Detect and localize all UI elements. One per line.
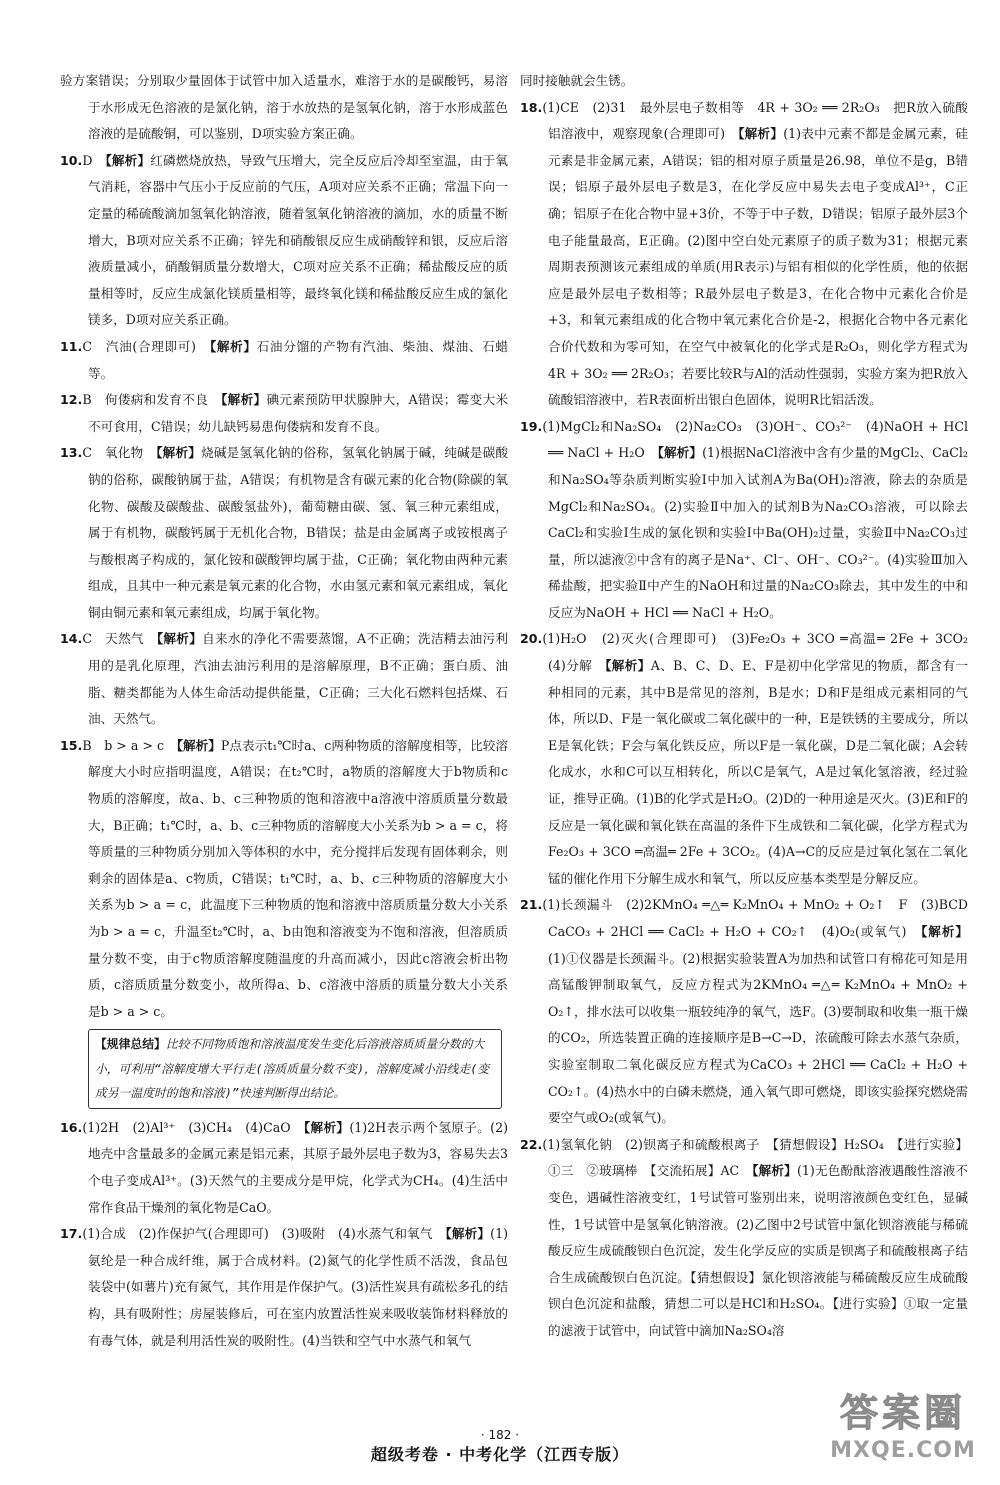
watermark-bottom-text: MXQE.COM bbox=[830, 1438, 976, 1463]
analysis-tag: 【解析】 bbox=[445, 1226, 491, 1242]
question-number: 21. bbox=[520, 897, 543, 913]
analysis-text: 红磷燃烧放热，导致气压增大，完全反应后冷却至室温，由于氧气消耗，容器中气压小于反应前的气压，A项对应关系不正确；常温下向一定量的稀硫酸滴加氢氧化钠溶液，随着氢氧化钠溶液的滴加，水的质量不断增大，B项对应关系不正确；锌先和硝酸银反应生成硝酸锌和银，反应后溶液质量减小，硝酸铜质量分数增大，C项对应关系不正确；稀盐酸反应的质量相等时，反应生成氯化镁质量相等，最终氧化镁和稀盐酸反应生成的氯化镁多，D项对应关系正确。 bbox=[88, 152, 509, 328]
analysis-tag: 【解析】 bbox=[738, 126, 784, 142]
analysis-tag: 【解析】 bbox=[605, 658, 651, 674]
book-title: 超级考卷 · 中考化学（江西专版） bbox=[370, 1445, 630, 1464]
analysis-tag: 【解析】 bbox=[752, 1163, 797, 1179]
watermark-top-text: 答案圈 bbox=[839, 1391, 966, 1435]
answer: (1)合成 (2)作保护气(合理即可) (3)吸附 (4)水蒸气和氧气 bbox=[82, 1226, 433, 1242]
question-12 bbox=[60, 387, 508, 440]
question-13 bbox=[60, 440, 508, 626]
answer: C 氧化物 bbox=[82, 445, 144, 461]
analysis-tag: 【解析】 bbox=[921, 924, 969, 939]
answer: (1)氢氧化钠 (2)钡离子和硫酸根离子 【猜想假设】H₂SO₄ 【进行实验】①三 ②玻璃棒 【交流拓展】AC bbox=[542, 1136, 968, 1179]
question-number: 10. bbox=[60, 152, 83, 168]
analysis-text: 石油分馏的产物有汽油、柴油、煤油、石蜡等。 bbox=[88, 338, 509, 381]
answer: B b > a > c bbox=[82, 737, 165, 753]
question-number: 15. bbox=[60, 737, 83, 753]
question-10 bbox=[60, 148, 508, 334]
question-20 bbox=[520, 626, 981, 892]
answer: (1)2H (2)Al³⁺ (3)CH₄ (4)CaO bbox=[82, 1119, 291, 1135]
analysis-text: 碘元素预防甲状腺肿大，A错误；霉变大米不可食用，C错误；幼儿缺钙易患佝偻病和发育不良。 bbox=[88, 392, 509, 434]
analysis-tag: 【解析】 bbox=[209, 338, 257, 354]
analysis-text: (1)无色酚酞溶液遇酸性溶液不变色，遇碱性溶液变红，1号试管可鉴别出来，说明溶液颜色变红色，显碱性，1号试管中是氢氧化钠溶液。(2)乙图中2号试管中氯化钡溶液能与稀硫酸反应生成硫酸钡白色沉淀，发生化学反应的实质是钡离子和硫酸根离子结合生成硫酸钡白色沉淀。【猜想假设】氯化钡溶液能与稀硫酸反应生成硫酸钡白色沉淀和盐酸，猜想二可以是HCl和H₂SO₄。【进行实验】①取一定量的滤液于试管中，向试管中滴加Na₂SO₄溶 bbox=[548, 1163, 969, 1338]
analysis-tag: 【解析】 bbox=[105, 152, 151, 168]
question-number: 18. bbox=[520, 99, 543, 115]
analysis-text: P点表示t₁℃时a、c两种物质的溶解度相等，比较溶解度大小时应指明温度，A错误；在t₂℃时，a物质的溶解度大于b物质和c物质的溶解度，故a、b、c三种物质的饱和溶液中a溶液中溶质质量分数最大，B正确；t₁℃时，a、b、c三种物质的溶解度大小关系为b > a = c，将等质量的三种物质分别加入等体积的水中，充分搅拌后发现有固体剩余，则剩余的固体是a、c物质，C错误；t₁℃时，a、b、c三种物质的溶解度大小关系为b > a = c，此温度下三种物质的饱和溶液中溶质质量分数大小关系为b > a = c，升温至t₂℃时，a、b由饱和溶液变为不饱和溶液，但溶质质量分数不变，由于c物质溶解度随温度的升高而减小，因此c溶液会析出物质，c溶质质量分数变小，故所得a、b、c溶液中溶质的质量分数大小关系是b > a > c。 bbox=[88, 737, 509, 1019]
answer: C 天然气 bbox=[82, 631, 144, 647]
question-15 bbox=[60, 733, 508, 1026]
question-number: 13. bbox=[60, 445, 83, 461]
left-column bbox=[60, 68, 508, 1354]
continuation-body: 验方案错误；分别取少量固体于试管中加入适量水，难溶于水的是碳酸钙，易溶于水形成无色溶液的是氯化钠，溶于水放热的是氢氧化钠，溶于水形成蓝色溶液的是硫酸铜，可以鉴别，D项实验方案正确。 bbox=[60, 73, 508, 142]
answer: (1)CE (2)31 最外层电子数相等 4R + 3O₂ ══ 2R₂O₃ 把R放入硫酸铝溶液中，观察现象(合理即可) bbox=[542, 99, 968, 142]
continuation-text bbox=[520, 68, 968, 95]
question-number: 17. bbox=[60, 1226, 83, 1242]
page-number: · 182 · bbox=[480, 1428, 520, 1442]
analysis-tag: 【解析】 bbox=[657, 445, 703, 461]
question-number: 19. bbox=[520, 418, 543, 434]
analysis-text: (1)根据NaCl溶液中含有少量的MgCl₂、CaCl₂和Na₂SO₄等杂质判断实验Ⅰ中加入试剂A为Ba(OH)₂溶液，除去的杂质是MgCl₂和Na₂SO₄。(2)实验Ⅱ中加入的试剂B为Na₂CO₃溶液，可以除去CaCl₂和实验Ⅰ生成的氯化钡和实验Ⅰ中Ba(OH)₂过量，实验Ⅱ中Na₂CO₃过量，所以滤液②中含有的离子是Na⁺、Cl⁻、OH⁻、CO₃²⁻。(4)实验Ⅲ加入稀盐酸，把实验Ⅱ中产生的NaOH和过量的Na₂CO₃除去，其中发生的中和反应为NaOH + HCl ══ NaCl + H₂O。 bbox=[548, 445, 969, 620]
answer: (1)H₂O (2)灭火(合理即可) (3)Fe₂O₃ + 3CO ═高温═ 2Fe + 3CO₂ (4)分解 bbox=[542, 631, 981, 674]
analysis-text: 自来水的净化不需要蒸馏，A不正确；洗洁精去油污利用的是乳化原理，汽油去油污利用的是溶解原理，B不正确；蛋白质、油脂、糖类都能为人体生命活动提供能量，C正确；三大化石燃料包括煤、石油、天然气。 bbox=[88, 631, 508, 727]
question-18 bbox=[520, 95, 968, 414]
question-number: 22. bbox=[520, 1136, 543, 1152]
rule-summary-box bbox=[88, 1029, 502, 1109]
analysis-tag: 【解析】 bbox=[156, 445, 202, 461]
question-number: 16. bbox=[60, 1119, 83, 1135]
analysis-text: (1)2H表示两个氢原子。(2)地壳中含量最多的金属元素是铝元素，其原子最外层电子数为3，容易失去3个电子变成Al³⁺。(3)天然气的主要成分是甲烷，化学式为CH₄。(4)生活中常作食品干燥剂的氧化物是CaO。 bbox=[88, 1119, 509, 1215]
answer: B 佝偻病和发育不良 bbox=[82, 392, 209, 408]
summary-tag: 【规律总结】 bbox=[95, 1037, 166, 1052]
analysis-tag: 【解析】 bbox=[221, 392, 267, 408]
answer: (1)MgCl₂和Na₂SO₄ (2)Na₂CO₃ (3)OH⁻、CO₃²⁻ (4)NaOH + HCl ══ NaCl + H₂O bbox=[542, 418, 968, 461]
question-number: 20. bbox=[520, 631, 543, 647]
analysis-tag: 【解析】 bbox=[176, 737, 221, 753]
right-column bbox=[520, 68, 981, 1345]
question-number: 11. bbox=[60, 338, 83, 354]
question-11 bbox=[60, 334, 508, 387]
question-14 bbox=[60, 626, 508, 732]
analysis-text: (1)氨纶是一种合成纤维，属于合成材料。(2)氮气的化学性质不活泼，食品包装袋中(如薯片)充有氮气，其作用是作保护气。(3)活性炭具有疏松多孔的结构，具有吸附性；房屋装修后，可在室内放置活性炭来吸收装饰材料释放的有毒气体，就是利用活性炭的吸附性。(4)当铁和空气中水蒸气和氧气 bbox=[88, 1226, 509, 1348]
question-21 bbox=[520, 892, 981, 1131]
summary-text: 比较不同物质饱和溶液温度发生变化后溶液溶质质量分数的大小，可利用“溶解度增大平行走(溶质质量分数不变)，溶解度减小沿线走(变成另一温度时的饱和溶液)”快速判断得出结论。 bbox=[95, 1037, 490, 1101]
analysis-tag: 【解析】 bbox=[303, 1119, 350, 1135]
question-number: 14. bbox=[60, 631, 83, 647]
question-17 bbox=[60, 1221, 508, 1354]
question-16 bbox=[60, 1115, 508, 1221]
answer: C 汽油(合理即可) bbox=[82, 338, 196, 354]
question-19 bbox=[520, 414, 968, 627]
continuation-body: 同时接触就会生锈。 bbox=[520, 73, 634, 88]
continuation-text bbox=[60, 68, 508, 148]
analysis-tag: 【解析】 bbox=[156, 631, 203, 647]
watermark-logo bbox=[818, 1390, 988, 1476]
analysis-text: 烧碱是氢氧化钠的俗称，氢氧化钠属于碱，纯碱是碳酸钠的俗称，碳酸钠属于盐，A错误；有机物是含有碳元素的化合物(除碳的氧化物、碳酸及碳酸盐、碳酸氢盐外)，葡萄糖由碳、氢、氧三种元素组成，属于有机物，碳酸钙属于无机化合物，B错误；盐是由金属离子或铵根离子与酸根离子构成的，氯化铵和碳酸钾均属于盐，C正确；氧化物由两种元素组成，且其中一种元素是氧元素的化合物，水由氢元素和氧元素组成，氧化铜由铜元素和氧元素组成，均属于氧化物。 bbox=[88, 445, 509, 620]
analysis-text: (1)表中元素不都是金属元素，硅元素是非金属元素，A错误；铝的相对原子质量是26.98，单位不是g，B错误；铝原子最外层电子数是3，在化学反应中易失去电子变成Al³⁺，C正确；铝原子在化合物中显+3价，不等于中子数，D错误；铝原子最外层3个电子能量最高，E正确。(2)图中空白处元素原子的质子数为31；根据元素周期表预测该元素组成的单质(用R表示)与铝有相似的化学性质，他的依据应是最外层电子数相等；R最外层电子数是3，在化合物中元素化合价是+3，和氧元素组成的化合物中氧元素化合价是-2，根据化合物中各元素化合价代数和为零可知，在空气中被氧化的化学式是R₂O₃，则化学方程式为4R + 3O₂ ══ 2R₂O₃；若要比较R与Al的活动性强弱，实验方案为把R放入硫酸铝溶液中，若R表面析出银白色固体，说明R比铝活泼。 bbox=[548, 126, 969, 408]
analysis-text: A、B、C、D、E、F是初中化学常见的物质，都含有一种相同的元素，其中B是常见的溶剂，B是水；D和F是组成元素相同的气体，所以D、F是一氧化碳或二氧化碳中的一种，E是铁锈的主要成分，所以E是氧化铁；F会与氧化铁反应，所以F是一氧化碳，D是二氧化碳；A会转化成水，水和C可以互相转化，所以C是氧气，A是过氧化氢溶液，经过验证，推导正确。(1)B的化学式是H₂O。(2)D的一种用途是灭火。(3)E和F的反应是一氧化碳和氧化铁在高温的条件下生成铁和二氧化碳，化学方程式为Fe₂O₃ + 3CO ═高温═ 2Fe + 3CO₂。(4)A→C的反应是过氧化氢在二氧化锰的催化作用下分解生成水和氧气，所以反应基本类型是分解反应。 bbox=[548, 658, 969, 886]
answer: (1)长颈漏斗 (2)2KMnO₄ ═△═ K₂MnO₄ + MnO₂ + O₂↑ F (3)BCD CaCO₃ + 2HCl ══ CaCl₂ + H₂O + CO₂↑ (4)O₂(或氧气) bbox=[542, 897, 981, 939]
analysis-text: (1)①仪器是长颈漏斗。(2)根据实验装置A为加热和试管口有棉花可知是用高锰酸钾制取氧气，反应方程式为2KMnO₄ ═△═ K₂MnO₄ + MnO₂ + O₂↑，排水法可以收集一瓶较纯净的氧气，选F。(3)要制取和收集一瓶干燥的CO₂，所选装置正确的连接顺序是B→C→D，浓硫酸可除去水蒸气杂质，实验室制取二氧化碳反应方程式为CaCO₃ + 2HCl ══ CaCl₂ + H₂O + CO₂↑。(4)热水中的白磷未燃烧，通入氧气即可燃烧，即该实验探究燃烧需要空气或O₂(或氧气)。 bbox=[548, 950, 968, 1126]
answer: D bbox=[82, 152, 93, 168]
question-22 bbox=[520, 1132, 968, 1345]
question-number: 12. bbox=[60, 392, 83, 408]
